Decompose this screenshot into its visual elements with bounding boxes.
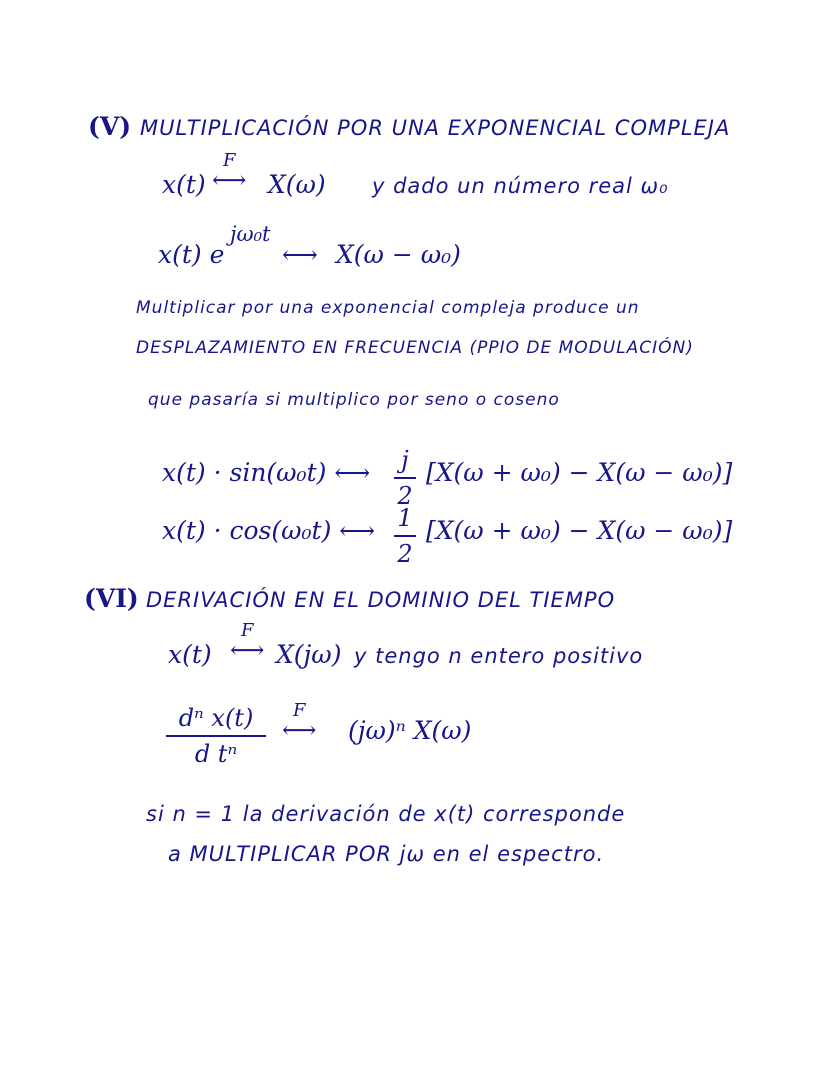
cos-rhs: [X(ω + ω₀) − X(ω − ω₀)] xyxy=(426,516,733,545)
fraction-denominator: d tⁿ xyxy=(194,740,238,768)
fourier-arrow xyxy=(212,150,247,194)
conclusion-line: si n = 1 la derivación de x(t) corresponde xyxy=(146,802,626,826)
fraction-numerator: dⁿ x(t) xyxy=(178,704,254,732)
sin-fraction xyxy=(394,446,416,510)
note-line: DESPLAZAMIENTO EN FRECUENCIA (PPIO DE MODULACIÓN) xyxy=(136,338,694,358)
question-line: que pasaría si multiplico por seno o coseno xyxy=(148,390,560,410)
sin-lhs: x(t) · sin(ω₀t) ⟷ xyxy=(162,458,371,487)
given-lhs: x(t) xyxy=(168,640,212,669)
derivative-fraction xyxy=(166,704,266,768)
section-numeral: (VI) xyxy=(84,584,139,613)
result-lhs: x(t) e xyxy=(158,240,225,269)
fraction-numerator: j xyxy=(401,446,409,474)
conclusion-line: a MULTIPLICAR POR jω en el espectro. xyxy=(168,842,605,866)
given-rhs: X(jω) xyxy=(276,640,342,669)
result-exponent: jω₀t xyxy=(230,222,271,246)
given-note: y dado un número real ω₀ xyxy=(372,174,669,198)
cos-fraction xyxy=(394,504,416,568)
fourier-label: F xyxy=(292,700,306,721)
fraction-bar xyxy=(394,477,416,479)
fourier-label: F xyxy=(222,150,236,171)
fraction-denominator: 2 xyxy=(397,482,413,510)
note-line: Multiplicar por una exponencial compleja produce un xyxy=(136,298,640,318)
fraction-bar xyxy=(166,735,266,737)
given-note: y tengo n entero positivo xyxy=(354,644,644,668)
cos-lhs: x(t) · cos(ω₀t) ⟷ xyxy=(162,516,376,545)
section-numeral: (V) xyxy=(88,112,132,141)
fraction-bar xyxy=(394,535,416,537)
section-title: DERIVACIÓN EN EL DOMINIO DEL TIEMPO xyxy=(146,588,616,612)
sin-rhs: [X(ω + ω₀) − X(ω − ω₀)] xyxy=(426,458,733,487)
derivative-rhs: (jω)ⁿ X(ω) xyxy=(348,716,472,745)
fourier-arrow xyxy=(230,620,265,664)
result-rhs: X(ω − ω₀) xyxy=(336,240,461,269)
double-arrow-icon: ⟷ xyxy=(282,716,317,744)
given-rhs: X(ω) xyxy=(268,170,326,199)
double-arrow-icon: ⟷ xyxy=(212,166,247,194)
fourier-arrow xyxy=(282,700,317,744)
fraction-numerator: 1 xyxy=(397,504,413,532)
double-arrow-icon: ⟷ xyxy=(230,636,265,664)
fraction-denominator: 2 xyxy=(397,540,413,568)
given-lhs: x(t) xyxy=(162,170,206,199)
double-arrow-icon: ⟷ xyxy=(282,240,318,269)
section-title: MULTIPLICACIÓN POR UNA EXPONENCIAL COMPLEJA xyxy=(140,116,731,140)
fourier-label: F xyxy=(240,620,254,641)
